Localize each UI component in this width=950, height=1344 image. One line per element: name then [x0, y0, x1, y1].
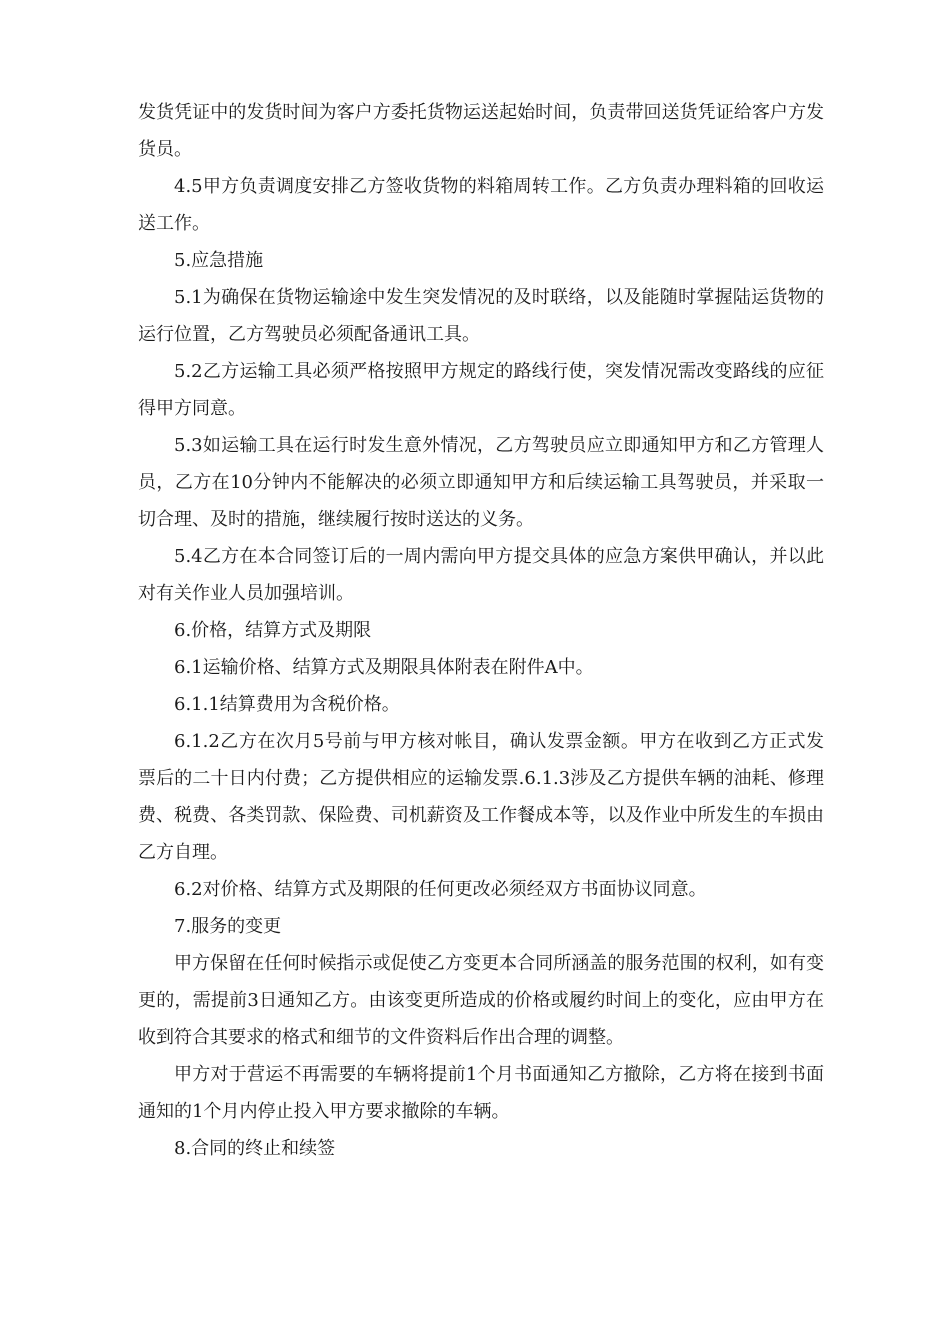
clause-6-1-2: 6.1.2乙方在次月5号前与甲方核对帐目，确认发票金额。甲方在收到乙方正式发票后的二十日内付费；乙方提供相应的运输发票.6.1.3涉及乙方提供车辆的油耗、修理费、税费、各类罚款、保险费、司机薪资及工作餐成本等，以及作业中所发生的车损由乙方自理。 — [138, 731, 824, 863]
clause-5-4: 5.4乙方在本合同签订后的一周内需向甲方提交具体的应急方案供甲确认，并以此对有关作业人员加强培训。 — [138, 546, 824, 604]
document-body — [138, 94, 824, 1167]
section-heading-6: 6.价格，结算方式及期限 — [174, 620, 372, 641]
section-heading-5: 5.应急措施 — [174, 250, 264, 271]
clause-7-paragraph-1: 甲方保留在任何时候指示或促使乙方变更本合同所涵盖的服务范围的权利，如有变更的，需提前3日通知乙方。由该变更所造成的价格或履约时间上的变化，应由甲方在收到符合其要求的格式和细节的文件资料后作出合理的调整。 — [138, 953, 824, 1048]
clause-6-2: 6.2对价格、结算方式及期限的任何更改必须经双方书面协议同意。 — [174, 879, 707, 900]
clause-4-5: 4.5甲方负责调度安排乙方签收货物的料箱周转工作。乙方负责办理料箱的回收运送工作。 — [138, 176, 824, 234]
section-heading-8: 8.合同的终止和续签 — [174, 1138, 336, 1159]
paragraph-continuation: 发货凭证中的发货时间为客户方委托货物运送起始时间，负责带回送货凭证给客户方发货员。 — [138, 102, 824, 160]
clause-6-1-1: 6.1.1结算费用为含税价格。 — [174, 694, 400, 715]
clause-5-2: 5.2乙方运输工具必须严格按照甲方规定的路线行使，突发情况需改变路线的应征得甲方同意。 — [138, 361, 824, 419]
clause-5-1: 5.1为确保在货物运输途中发生突发情况的及时联络，以及能随时掌握陆运货物的运行位置，乙方驾驶员必须配备通讯工具。 — [138, 287, 824, 345]
clause-7-paragraph-2: 甲方对于营运不再需要的车辆将提前1个月书面通知乙方撤除，乙方将在接到书面通知的1个月内停止投入甲方要求撤除的车辆。 — [138, 1064, 824, 1122]
clause-6-1: 6.1运输价格、结算方式及期限具体附表在附件A中。 — [174, 657, 594, 678]
section-heading-7: 7.服务的变更 — [174, 916, 282, 937]
clause-5-3: 5.3如运输工具在运行时发生意外情况，乙方驾驶员应立即通知甲方和乙方管理人员，乙方在10分钟内不能解决的必须立即通知甲方和后续运输工具驾驶员，并采取一切合理、及时的措施，继续履行按时送达的义务。 — [138, 435, 824, 530]
